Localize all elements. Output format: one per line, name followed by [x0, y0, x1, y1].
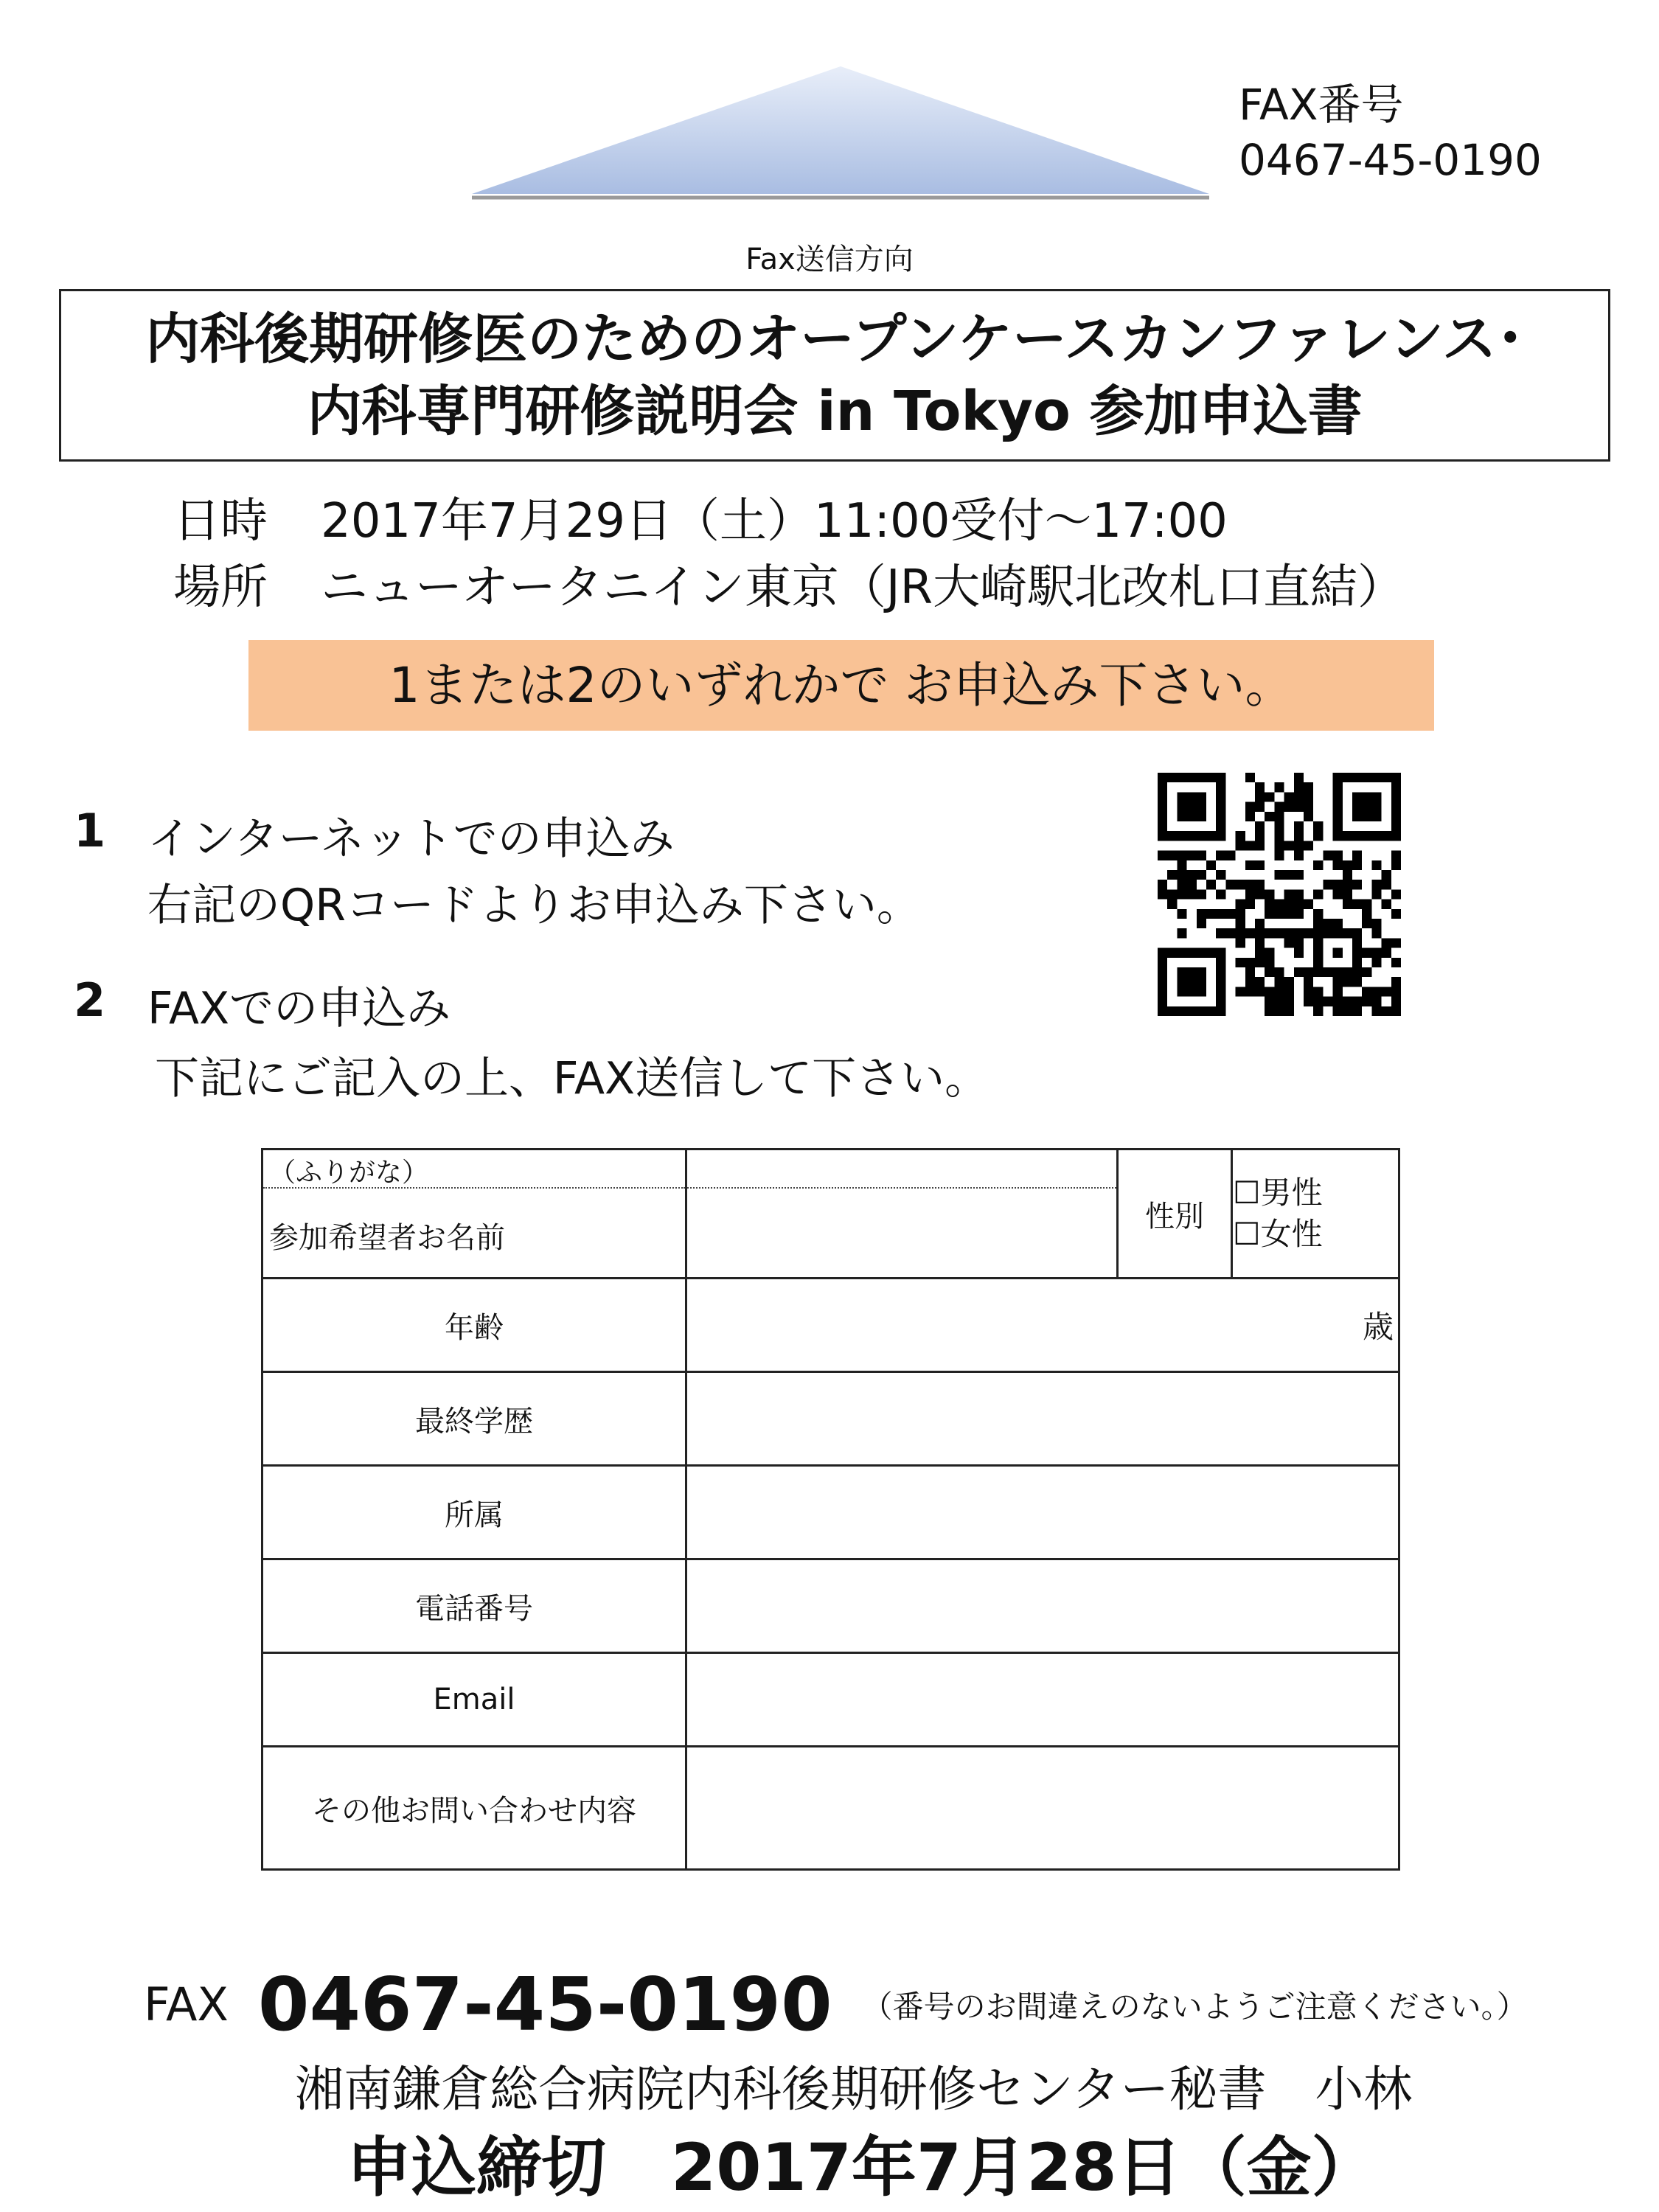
event-date	[173, 483, 1228, 551]
education-label: 最終学歴	[262, 1372, 686, 1466]
qr-code-icon[interactable]	[1158, 773, 1401, 1016]
fax-header-label: FAX番号	[1239, 80, 1404, 130]
other-inquiry-label: その他お問い合わせ内容	[262, 1747, 686, 1870]
application-form	[261, 1148, 1400, 1871]
gender-female-checkbox[interactable]: ☐女性	[1233, 1216, 1323, 1252]
age-unit: 歳	[1362, 1309, 1394, 1345]
furigana-divider	[263, 1187, 685, 1189]
name-label-cell	[262, 1150, 686, 1279]
place-label: 場所	[173, 560, 268, 615]
footer-fax-note: （番号のお間違えのないようご注意ください。）	[861, 1988, 1528, 2025]
option-2-desc: 下記にご記入の上、FAX送信して下さい。	[155, 1053, 990, 1105]
fax-number-header	[1239, 77, 1542, 188]
footer-fax	[144, 1961, 1528, 2048]
email-label: Email	[262, 1653, 686, 1747]
gender-male-checkbox[interactable]: ☐男性	[1233, 1175, 1323, 1211]
fax-header-number: 0467-45-0190	[1239, 135, 1542, 185]
furigana-input-divider	[687, 1187, 1116, 1189]
place-value: ニューオータニイン東京（JR大崎駅北改札口直結）	[321, 560, 1405, 615]
phone-input-cell[interactable]	[686, 1559, 1399, 1653]
application-notice: 1または2のいずれかで お申込み下さい。	[248, 640, 1434, 731]
affiliation-input-cell[interactable]	[686, 1466, 1399, 1559]
other-inquiry-input-cell[interactable]	[686, 1747, 1399, 1870]
affiliation-label: 所属	[262, 1466, 686, 1559]
option-2-title: FAXでの申込み	[147, 983, 451, 1034]
footer-fax-number: 0467-45-0190	[257, 1961, 832, 2048]
date-label: 日時	[173, 494, 268, 549]
education-input-cell[interactable]	[686, 1372, 1399, 1466]
title-line-2: 内科専門研修説明会 in Tokyo 参加申込書	[307, 380, 1363, 443]
event-place	[173, 549, 1405, 617]
gender-options	[1232, 1150, 1399, 1279]
organization-contact: 湘南鎌倉総合病院内科後期研修センター秘書 小林	[295, 2061, 1413, 2118]
option-1-number: 1	[74, 804, 106, 858]
fax-direction-arrow-icon	[465, 63, 1217, 206]
application-deadline: 申込締切 2017年7月28日（金）	[347, 2129, 1377, 2205]
date-value: 2017年7月29日（土）11:00受付～17:00	[321, 494, 1228, 549]
age-input-cell[interactable]	[686, 1279, 1399, 1372]
name-label: 参加希望者お名前	[269, 1221, 505, 1255]
option-1-title: インターネットでの申込み	[147, 813, 675, 865]
fax-direction-label: Fax送信方向	[745, 243, 914, 276]
furigana-label: （ふりがな）	[269, 1158, 429, 1188]
age-label: 年齢	[262, 1279, 686, 1372]
email-input-cell[interactable]	[686, 1653, 1399, 1747]
option-1-desc: 右記のQRコードよりお申込み下さい。	[147, 880, 921, 931]
name-input-cell[interactable]	[686, 1150, 1118, 1279]
option-2-number: 2	[74, 973, 106, 1027]
title-line-1: 内科後期研修医のためのオープンケースカンファレンス･	[145, 307, 1524, 371]
phone-label: 電話番号	[262, 1559, 686, 1653]
gender-label: 性別	[1118, 1150, 1232, 1279]
page-title	[59, 289, 1610, 462]
footer-fax-label: FAX	[144, 1978, 229, 2031]
